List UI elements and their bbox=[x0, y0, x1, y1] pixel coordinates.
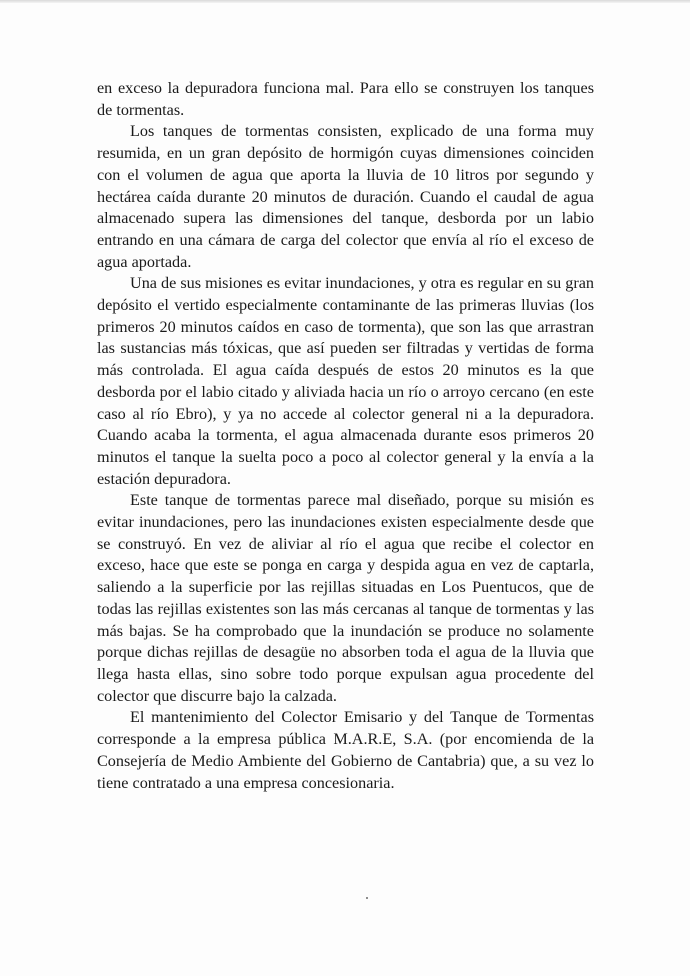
document-body bbox=[97, 78, 594, 794]
scan-speck bbox=[366, 897, 368, 899]
paragraph-continued: en exceso la depuradora funciona mal. Para ello se construyen los tanques de tormentas. bbox=[97, 79, 594, 119]
scan-top-edge bbox=[0, 0, 690, 3]
paragraph-design-flaw: Este tanque de tormentas parece mal diseñado, porque su misión es evitar inundaciones, pero las inundaciones existen especialmente desde que se construyó. En vez de aliviar al río el agua que recibe el colector en exceso, hace que este se ponga en carga y despida agua en vez de captarla, saliendo a la superficie por las rejillas situadas en Los Puentucos, que de todas las rejillas existentes son las más cercanas al tanque de tormentas y las más bajas. Se ha comprobado que la inundación se produce no solamente porque dichas rejillas de desagüe no absorben toda el agua de la lluvia que llega hasta ellas, sino sobre todo porque expulsan agua procedente del colector que discurre bajo la calzada. bbox=[97, 491, 594, 705]
paragraph-maintenance: El mantenimiento del Colector Emisario y del Tanque de Tormentas corresponde a la empresa pública M.A.R.E, S.A. (por encomienda de la Consejería de Medio Ambiente del Gobierno de Cantabria) que, a su vez lo tiene contratado a una empresa concesionaria. bbox=[97, 708, 594, 792]
paragraph-storm-tanks-missions: Una de sus misiones es evitar inundaciones, y otra es regular en su gran depósito el vertido especialmente contaminante de las primeras lluvias (los primeros 20 minutos caídos en caso de tormenta), que son las que arrastran las sustancias más tóxicas, que así pueden ser filtradas y vertidas de forma más controlada. El agua caída después de estos 20 minutos es la que desborda por el labio citado y aliviada hacia un río o arroyo cercano (en este caso al río Ebro), y ya no accede al colector general ni a la depuradora. Cuando acaba la tormenta, el agua almacenada durante esos primeros 20 minutos el tanque la suelta poco a poco al colector general y la envía a la estación depuradora. bbox=[97, 274, 594, 488]
paragraph-storm-tanks-definition: Los tanques de tormentas consisten, explicado de una forma muy resumida, en un gran depósito de hormigón cuyas dimensiones coinciden con el volumen de agua que aporta la lluvia de 10 litros por segundo y hectárea caída durante 20 minutos de duración. Cuando el caudal de agua almacenado supera las dimensiones del tanque, desborda por un labio entrando en una cámara de carga del colector que envía al río el exceso de agua aportada. bbox=[97, 122, 594, 271]
